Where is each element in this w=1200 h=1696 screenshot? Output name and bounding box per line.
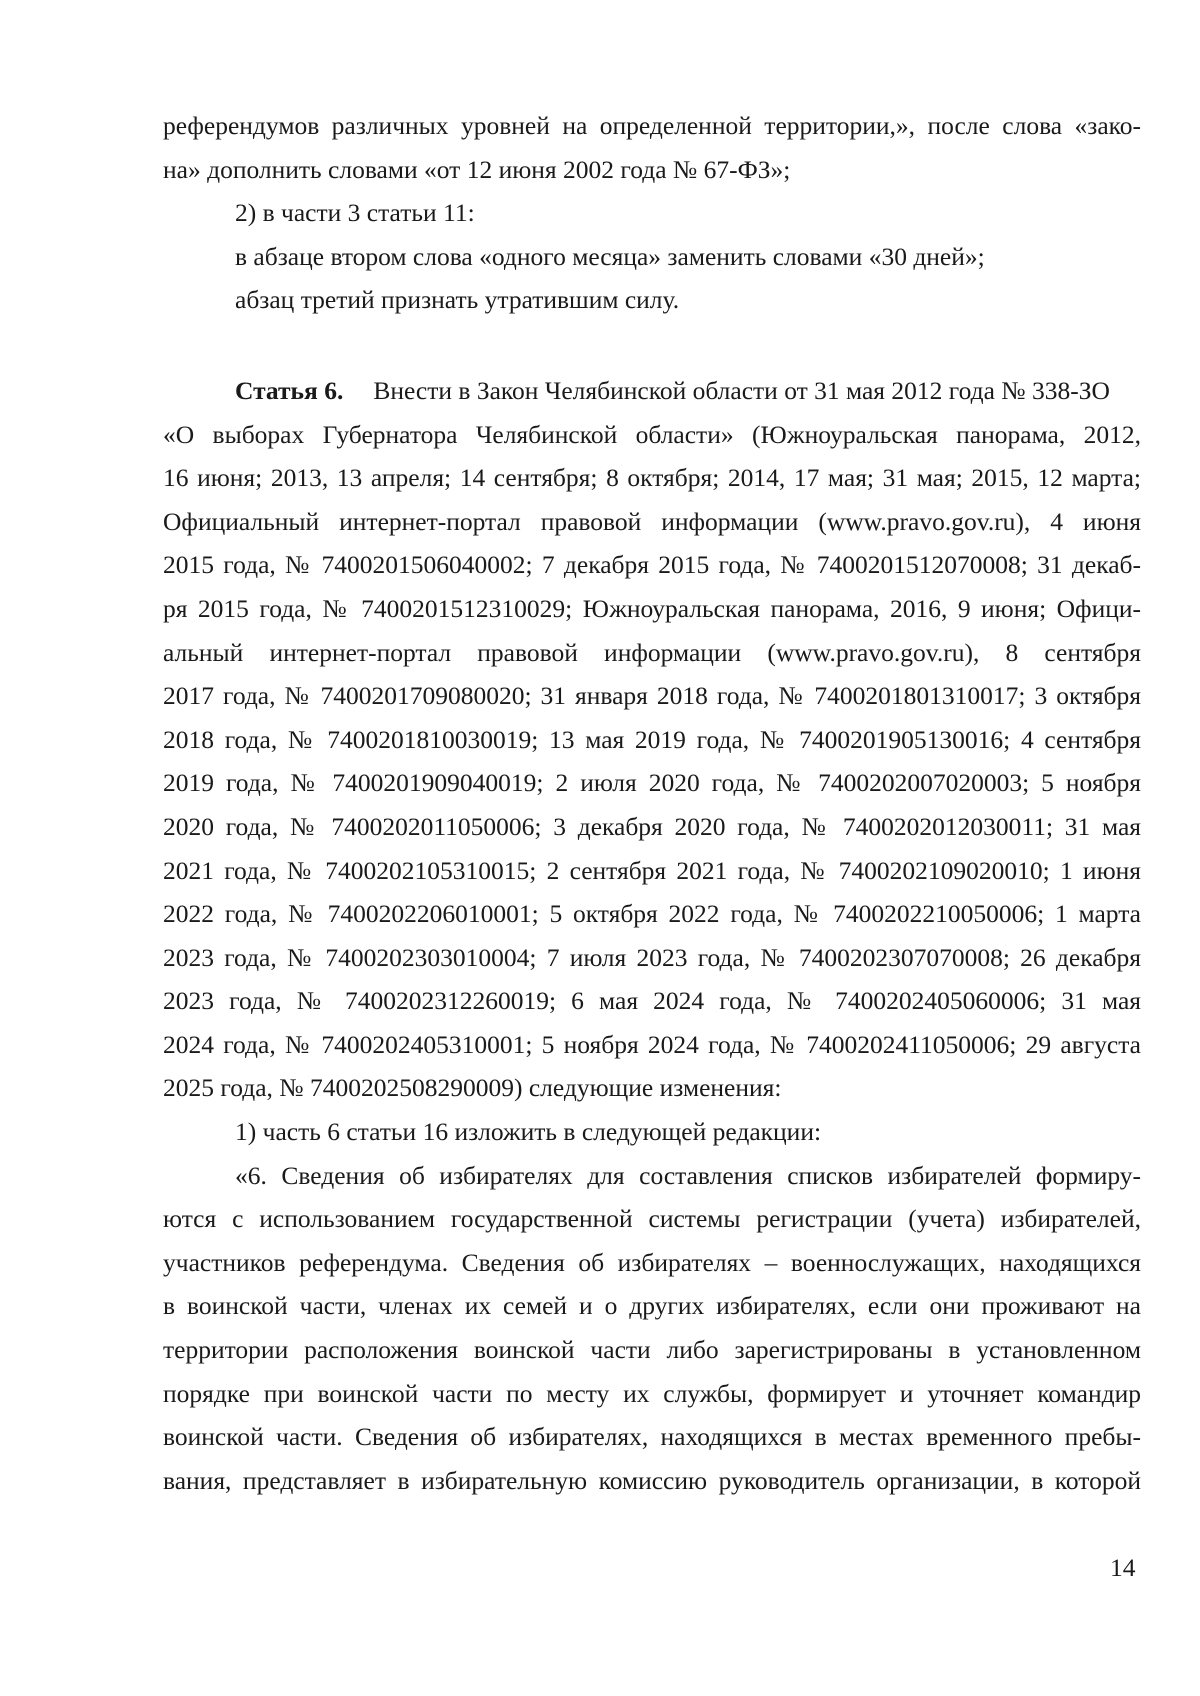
text-line: 2018 года, № 7400201810030019; 13 мая 2019 года, № 7400201905130016; 4 сентября (163, 724, 1141, 754)
text-line: ря 2015 года, № 7400201512310029; Южноуральская панорама, 2016, 9 июня; Офици- (163, 593, 1141, 623)
text-line: Официальный интернет-портал правовой информации (www.pravo.gov.ru), 4 июня (163, 506, 1141, 536)
quote-line: ются с использованием государственной системы регистрации (учета) избирателей, (163, 1204, 1141, 1234)
quote-line: «6. Сведения об избирателях для составления списков избирателей формиру- (235, 1160, 1141, 1190)
text-line: альный интернет-портал правовой информации (www.pravo.gov.ru), 8 сентября (163, 637, 1141, 667)
text-line: 2022 года, № 7400202206010001; 5 октября 2022 года, № 7400202210050006; 1 марта (163, 899, 1141, 929)
text-line: 16 июня; 2013, 13 апреля; 14 сентября; 8 октября; 2014, 17 мая; 31 мая; 2015, 12 марта; (163, 463, 1141, 493)
text-line: 2017 года, № 7400201709080020; 31 января 2018 года, № 7400201801310017; 3 октября (163, 681, 1141, 711)
text-line: абзац третий признать утратившим силу. (235, 285, 680, 315)
article-heading-line (163, 369, 1141, 413)
text-line: референдумов различных уровней на определенной территории,», после слова «зако- (163, 111, 1141, 140)
quote-line: в воинской части, членах их семей и о других избирателях, если они проживают на (163, 1291, 1141, 1321)
list-item: 1) часть 6 статьи 16 изложить в следующей редакции: (235, 1117, 822, 1147)
text-line: в абзаце втором слова «одного месяца» заменить словами «30 дней»; (235, 241, 985, 271)
text-line: 2023 года, № 7400202303010004; 7 июля 2023 года, № 7400202307070008; 26 декабря (163, 942, 1141, 972)
text-line: 2021 года, № 7400202105310015; 2 сентября 2021 года, № 7400202109020010; 1 июня (163, 855, 1141, 885)
text-line: «О выборах Губернатора Челябинской области» (Южноуральская панорама, 2012, (163, 419, 1141, 449)
quote-line: территории расположения воинской части либо зарегистрированы в установленном (163, 1335, 1141, 1365)
document-page (163, 104, 1141, 1502)
paragraph-gap (163, 322, 1141, 369)
text-line: 2015 года, № 7400201506040002; 7 декабря 2015 года, № 7400201512070008; 31 декаб- (163, 550, 1141, 580)
text-line: 2) в части 3 статьи 11: (235, 198, 475, 228)
article-first-line: Внести в Закон Челябинской области от 31 мая 2012 года № 338-ЗО (373, 375, 1110, 405)
text-line: 2019 года, № 7400201909040019; 2 июля 2020 года, № 7400202007020003; 5 ноября (163, 768, 1141, 798)
quote-line: вания, представляет в избирательную комиссию руководитель организации, в которой (163, 1465, 1141, 1495)
quote-line: участников референдума. Сведения об избирателях – военнослужащих, находящихся (163, 1247, 1141, 1277)
text-line: 2020 года, № 7400202011050006; 3 декабря 2020 года, № 7400202012030011; 31 мая (163, 811, 1141, 841)
page-number: 14 (1110, 1553, 1136, 1582)
quote-line: порядке при воинской части по месту их службы, формирует и уточняет командир (163, 1378, 1141, 1408)
quote-line: воинской части. Сведения об избирателях, находящихся в местах временного пребы- (163, 1422, 1141, 1452)
text-line: 2025 года, № 7400202508290009) следующие изменения: (163, 1073, 782, 1103)
text-line: на» дополнить словами «от 12 июня 2002 года № 67-ФЗ»; (163, 154, 791, 184)
text-line: 2023 года, № 7400202312260019; 6 мая 2024 года, № 7400202405060006; 31 мая (163, 986, 1141, 1016)
article-label: Статья 6. (235, 375, 344, 405)
text-line: 2024 года, № 7400202405310001; 5 ноября 2024 года, № 7400202411050006; 29 августа (163, 1029, 1141, 1059)
